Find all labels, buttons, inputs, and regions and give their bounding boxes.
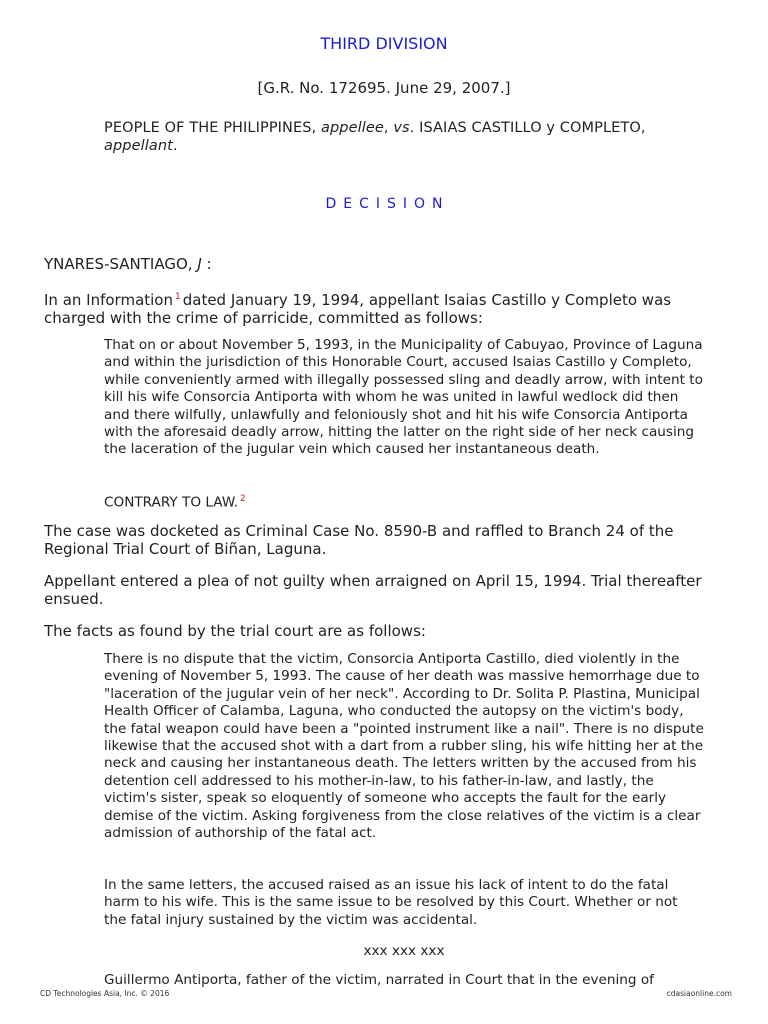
footnote-ref-2[interactable]: 2: [240, 494, 246, 504]
footer-site[interactable]: cdasiaonline.com: [666, 989, 732, 998]
paragraph-facts-intro: The facts as found by the trial court are as follows:: [44, 622, 426, 640]
case-number: [G.R. No. 172695. June 29, 2007.]: [257, 79, 511, 97]
appellant-name: ISAIAS CASTILLO y COMPLETO: [419, 120, 641, 136]
paragraph-information: [44, 288, 734, 327]
quote-information: That on or about November 5, 1993, in the Municipality of Cabuyao, Province of Laguna and within the jurisdiction of this Honorable Court, accused Isaias Castillo y Completo, while conveniently armed with illegally possessed sling and deadly arrow, with intent to kill his wife Consorcia Antiporta with whom he was united in lawful wedlock did then and there wilfully, unlawfully and feloniously shot and hit his wife Consorcia Antiporta with the aforesaid deadly arrow, hitting the latter on the right side of her neck causing the laceration of the jugular vein which caused her instantaneous death.: [104, 337, 703, 458]
versus-label: vs: [393, 120, 410, 136]
quote-contrary: [104, 491, 704, 512]
paragraph-text: dated January 19, 1994, appellant Isaias Castillo y Completo was charged with the crime of parricide, committed as follows:: [44, 291, 672, 327]
appellee-name: PEOPLE OF THE PHILIPPINES: [104, 120, 312, 136]
footer-copyright: CD Technologies Asia, Inc. © 2016: [40, 989, 170, 998]
footnote-ref-1[interactable]: 1: [175, 292, 181, 302]
ponente-title: J: [197, 255, 202, 273]
quote-text: CONTRARY TO LAW.: [104, 494, 239, 511]
quote-facts: There is no dispute that the victim, Consorcia Antiporta Castillo, died violently in the evening of November 5, 1993. The cause of her death was massive hemorrhage due to "laceration of the jugular vein of her neck". According to Dr. Solita P. Plastina, Municipal Health Officer of Calamba, Laguna, who conducted the autopsy on the victim's body, the fatal weapon could have been a "pointed instrument like a nail". There is no dispute likewise that the accused shot with a dart from a rubber sling, his wife hitting her at the neck and causing her instantaneous death. The letters written by the accused from his detention cell addressed to his mother-in-law, to his father-in-law, and lastly, the victim's sister, speak so eloquently of someone who accepts the fault for the early demise of the victim. Asking forgiveness from the close relatives of the victim is a clear admission of authorship of the fatal act.: [104, 651, 704, 842]
paragraph-plea: Appellant entered a plea of not guilty when arraigned on April 15, 1994. Trial thereafter ensued.: [44, 572, 702, 608]
appellee-role: appellee: [320, 120, 384, 136]
paragraph-text: In an Information: [44, 291, 173, 309]
case-parties: PEOPLE OF THE PHILIPPINES, appellee, vs. ISAIAS CASTILLO y COMPLETO, appellant.: [104, 120, 646, 154]
quote-guillermo: Guillermo Antiporta, father of the victim, narrated in Court that in the evening of: [104, 972, 654, 988]
appellant-role: appellant: [104, 138, 173, 154]
quote-omission: xxx xxx xxx: [363, 943, 445, 959]
ponente: YNARES-SANTIAGO, J :: [44, 255, 212, 273]
decision-heading: DECISION: [325, 196, 450, 212]
ponente-name: YNARES-SANTIAGO: [44, 255, 188, 273]
paragraph-docketed: The case was docketed as Criminal Case No. 8590-B and raffled to Branch 24 of the Regional Trial Court of Biñan, Laguna.: [44, 522, 674, 558]
quote-same-letters: In the same letters, the accused raised as an issue his lack of intent to do the fatal harm to his wife. This is the same issue to be resolved by this Court. Whether or not the fatal injury sustained by the victim was accidental.: [104, 877, 678, 928]
division-heading: THIRD DIVISION: [320, 34, 448, 53]
